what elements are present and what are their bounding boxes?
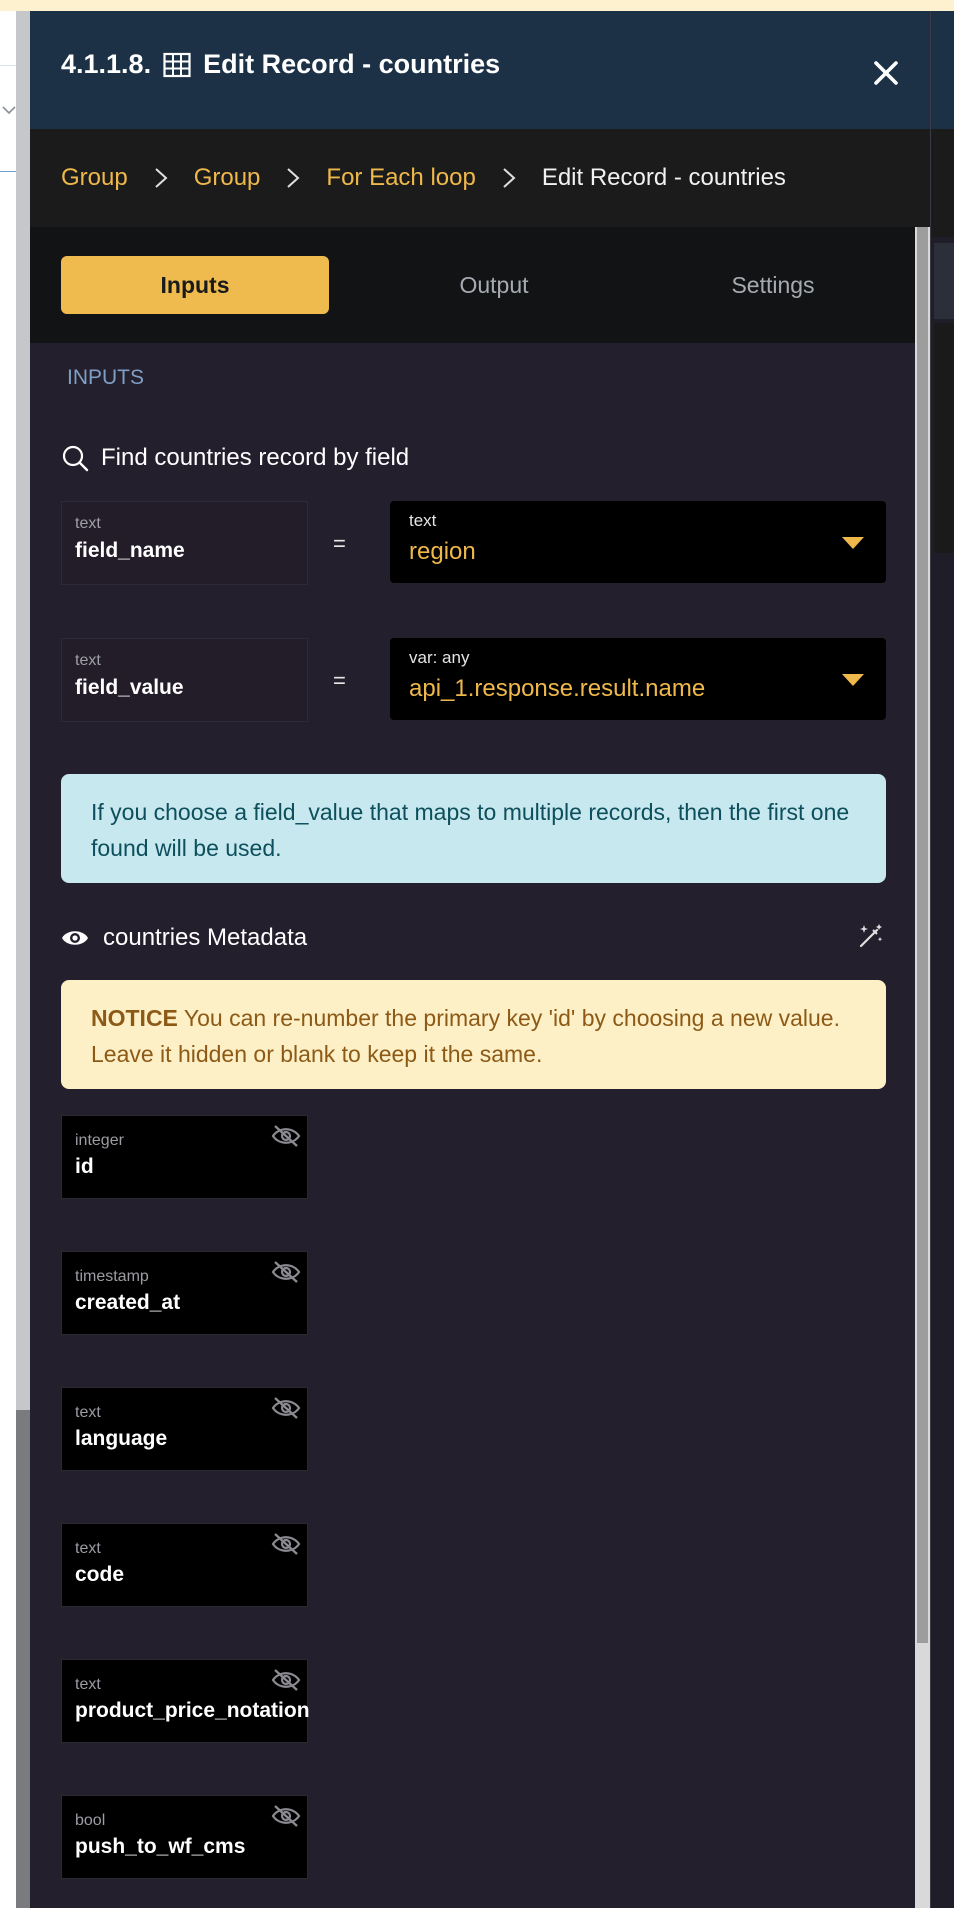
modal-title-text: Edit Record - countries [203, 49, 501, 79]
chevron-right-icon [286, 167, 300, 189]
notice-title: NOTICE [91, 1005, 178, 1031]
modal-title [61, 49, 500, 80]
chevron-right-icon [154, 167, 168, 189]
notice-text: You can re-number the primary key 'id' by choosing a new value. Leave it hidden or blank to keep it the same. [91, 1005, 840, 1067]
background-border [930, 11, 931, 1908]
metadata-field-product-price-notation[interactable] [61, 1659, 308, 1743]
tab-inputs[interactable]: Inputs [61, 256, 329, 314]
step-number: 4.1.1.8. [61, 49, 152, 79]
eye-off-icon[interactable] [271, 1396, 301, 1420]
breadcrumb-current: Edit Record - countries [541, 164, 786, 191]
tab-settings[interactable]: Settings [731, 271, 815, 298]
table-icon [163, 52, 191, 78]
top-notification-strip [0, 0, 954, 11]
tab-output[interactable]: Output [459, 271, 529, 298]
field-name: product_price_notation [75, 1699, 310, 1722]
field-type: bool [75, 1812, 106, 1829]
notice-alert [61, 980, 886, 1089]
caret-down-icon [842, 537, 864, 549]
metadata-field-language[interactable] [61, 1387, 308, 1471]
chevron-right-icon [502, 167, 516, 189]
caret-down-icon [842, 674, 864, 686]
field-name-label-box [61, 501, 308, 585]
breadcrumb-link-group-1[interactable]: Group [61, 164, 128, 191]
field-name: code [75, 1563, 125, 1586]
info-alert: If you choose a field_value that maps to multiple records, then the first one found will be used. [61, 774, 886, 883]
eye-off-icon[interactable] [271, 1804, 301, 1828]
metadata-label: countries Metadata [103, 924, 308, 951]
field-name-value-select[interactable] [390, 501, 886, 583]
modal-scrollbar[interactable] [915, 227, 930, 1908]
background-block [930, 11, 954, 129]
field-type: text [75, 652, 101, 669]
field-name: created_at [75, 1291, 181, 1314]
field-type: timestamp [75, 1268, 149, 1285]
breadcrumb [30, 129, 930, 227]
metadata-heading [61, 924, 307, 952]
field-name: language [75, 1427, 168, 1450]
background-block [930, 129, 954, 237]
background-block [934, 243, 954, 319]
magic-wand-icon[interactable] [858, 923, 884, 949]
modal-scrollbar-thumb[interactable] [917, 227, 928, 1643]
field-type: text [75, 1676, 101, 1693]
eye-off-icon[interactable] [271, 1668, 301, 1692]
metadata-field-push-to-wf-cms[interactable] [61, 1795, 308, 1879]
chevron-down-icon [2, 103, 16, 117]
field-name: field_value [75, 676, 184, 699]
background-scroll-thumb [16, 1410, 30, 1908]
field-type: integer [75, 1132, 124, 1149]
background-link-underline [0, 171, 16, 172]
value-text: region [409, 538, 476, 565]
field-value-label-box [61, 638, 308, 722]
metadata-field-created-at[interactable] [61, 1251, 308, 1335]
eye-icon[interactable] [61, 928, 89, 948]
breadcrumb-link-group-2[interactable]: Group [193, 164, 261, 191]
equals-sign: = [333, 668, 346, 693]
field-type: text [75, 515, 101, 532]
eye-off-icon[interactable] [271, 1532, 301, 1556]
find-record-heading [61, 444, 409, 472]
eye-off-icon[interactable] [271, 1260, 301, 1284]
modal-header [30, 11, 930, 129]
field-name: push_to_wf_cms [75, 1835, 246, 1858]
value-type: var: any [409, 648, 470, 667]
field-name: field_name [75, 539, 185, 562]
find-record-label: Find countries record by field [101, 444, 410, 471]
background-block [934, 323, 954, 553]
field-name: id [75, 1155, 94, 1178]
equals-sign: = [333, 531, 346, 556]
field-type: text [75, 1540, 101, 1557]
value-text: api_1.response.result.name [409, 675, 706, 702]
close-icon[interactable] [868, 55, 904, 91]
edit-record-modal [30, 11, 930, 1908]
breadcrumb-link-for-each-loop[interactable]: For Each loop [326, 164, 476, 191]
field-type: text [75, 1404, 101, 1421]
metadata-field-id[interactable] [61, 1115, 308, 1199]
eye-off-icon[interactable] [271, 1124, 301, 1148]
search-icon [61, 444, 89, 472]
background-page-right [930, 11, 954, 1908]
tabs-bar [30, 227, 915, 343]
field-value-value-select[interactable] [390, 638, 886, 720]
inputs-section-label: INPUTS [67, 366, 145, 389]
value-type: text [409, 511, 437, 530]
metadata-field-code[interactable] [61, 1523, 308, 1607]
